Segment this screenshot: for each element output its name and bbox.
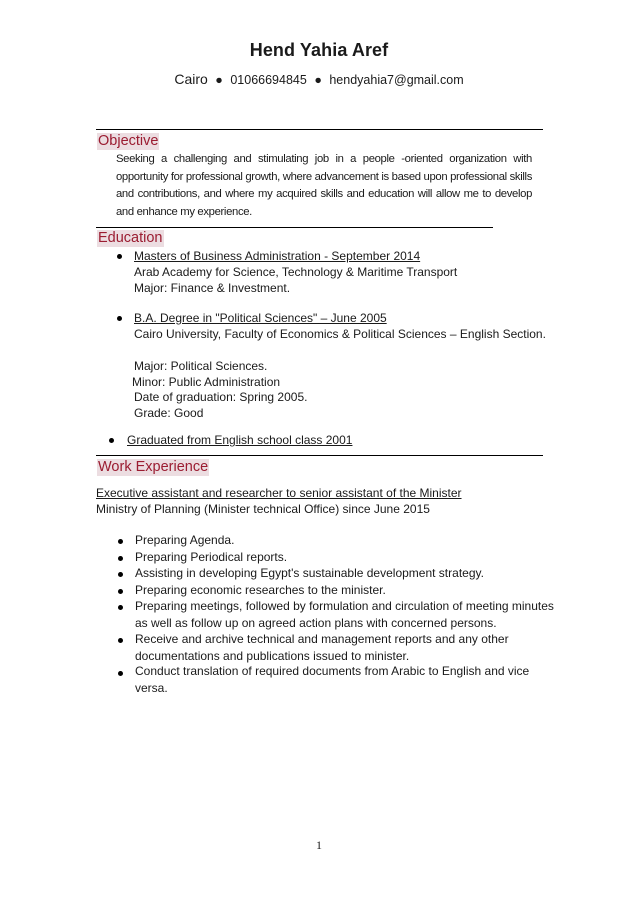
bullet-icon xyxy=(118,638,123,643)
education-major-1: Major: Finance & Investment. xyxy=(134,281,291,295)
page-number: 1 xyxy=(316,838,322,852)
duty-item: Preparing economic researches to the minister. xyxy=(135,583,386,597)
duty-item: Preparing Agenda. xyxy=(135,533,235,547)
separator-dot: ● xyxy=(314,73,322,87)
duty-item: Receive and archive technical and management reports and any other documentations and publications issued to minister. xyxy=(135,632,509,663)
objective-text: Seeking a challenging and stimulating job in a people -oriented organization with opportunity for professional growth, where advancement is based upon professional skills and contributions, and where my acquired skills and education will allow me to develop and enhance my experience. xyxy=(116,153,532,218)
job-employer: Ministry of Planning (Minister technical Office) since June 2015 xyxy=(96,502,430,516)
contact-city: Cairo xyxy=(174,71,208,87)
bullet-icon xyxy=(118,589,123,594)
bullet-icon xyxy=(118,671,123,676)
candidate-name: Hend Yahia Aref xyxy=(249,40,389,60)
separator-dot: ● xyxy=(215,73,223,87)
duty-item: Preparing meetings, followed by formulation and circulation of meeting minutes as well as follow up on agreed action plans with concerned persons. xyxy=(135,599,554,630)
education-degree-1: Masters of Business Administration - September 2014 xyxy=(134,249,421,263)
contact-phone: 01066694845 xyxy=(230,73,307,87)
duty-item: Assisting in developing Egypt's sustainable development strategy. xyxy=(135,566,484,580)
section-divider xyxy=(96,129,543,130)
section-divider xyxy=(96,455,543,456)
education-high-school: Graduated from English school class 2001 xyxy=(127,433,353,447)
duty-item: Conduct translation of required documents from Arabic to English and vice versa. xyxy=(135,664,530,695)
education-title: Education xyxy=(98,230,163,246)
bullet-icon xyxy=(118,605,123,610)
bullet-icon xyxy=(118,556,123,561)
duty-item: Preparing Periodical reports. xyxy=(135,550,288,564)
education-graduation-date: Date of graduation: Spring 2005. xyxy=(134,390,308,404)
bullet-icon xyxy=(118,572,123,577)
contact-email: hendyahia7@gmail.com xyxy=(329,73,464,87)
contact-line xyxy=(0,71,638,87)
bullet-icon xyxy=(117,316,122,321)
education-minor-2: Minor: Public Administration xyxy=(132,375,281,389)
section-divider xyxy=(96,227,493,228)
education-grade: Grade: Good xyxy=(134,406,204,420)
bullet-icon xyxy=(118,539,123,544)
education-degree-2: B.A. Degree in "Political Sciences" – June 2005 xyxy=(134,311,387,325)
bullet-icon xyxy=(117,254,122,259)
education-major-2: Major: Political Sciences. xyxy=(134,359,268,373)
objective-title: Objective xyxy=(98,133,159,149)
job-position: Executive assistant and researcher to senior assistant of the Minister xyxy=(96,486,462,500)
education-school-1: Arab Academy for Science, Technology & Maritime Transport xyxy=(134,265,458,279)
work-experience-title: Work Experience xyxy=(98,459,209,475)
education-school-2: Cairo University, Faculty of Economics & Political Sciences – English Section. xyxy=(134,327,546,341)
bullet-icon xyxy=(109,438,114,443)
